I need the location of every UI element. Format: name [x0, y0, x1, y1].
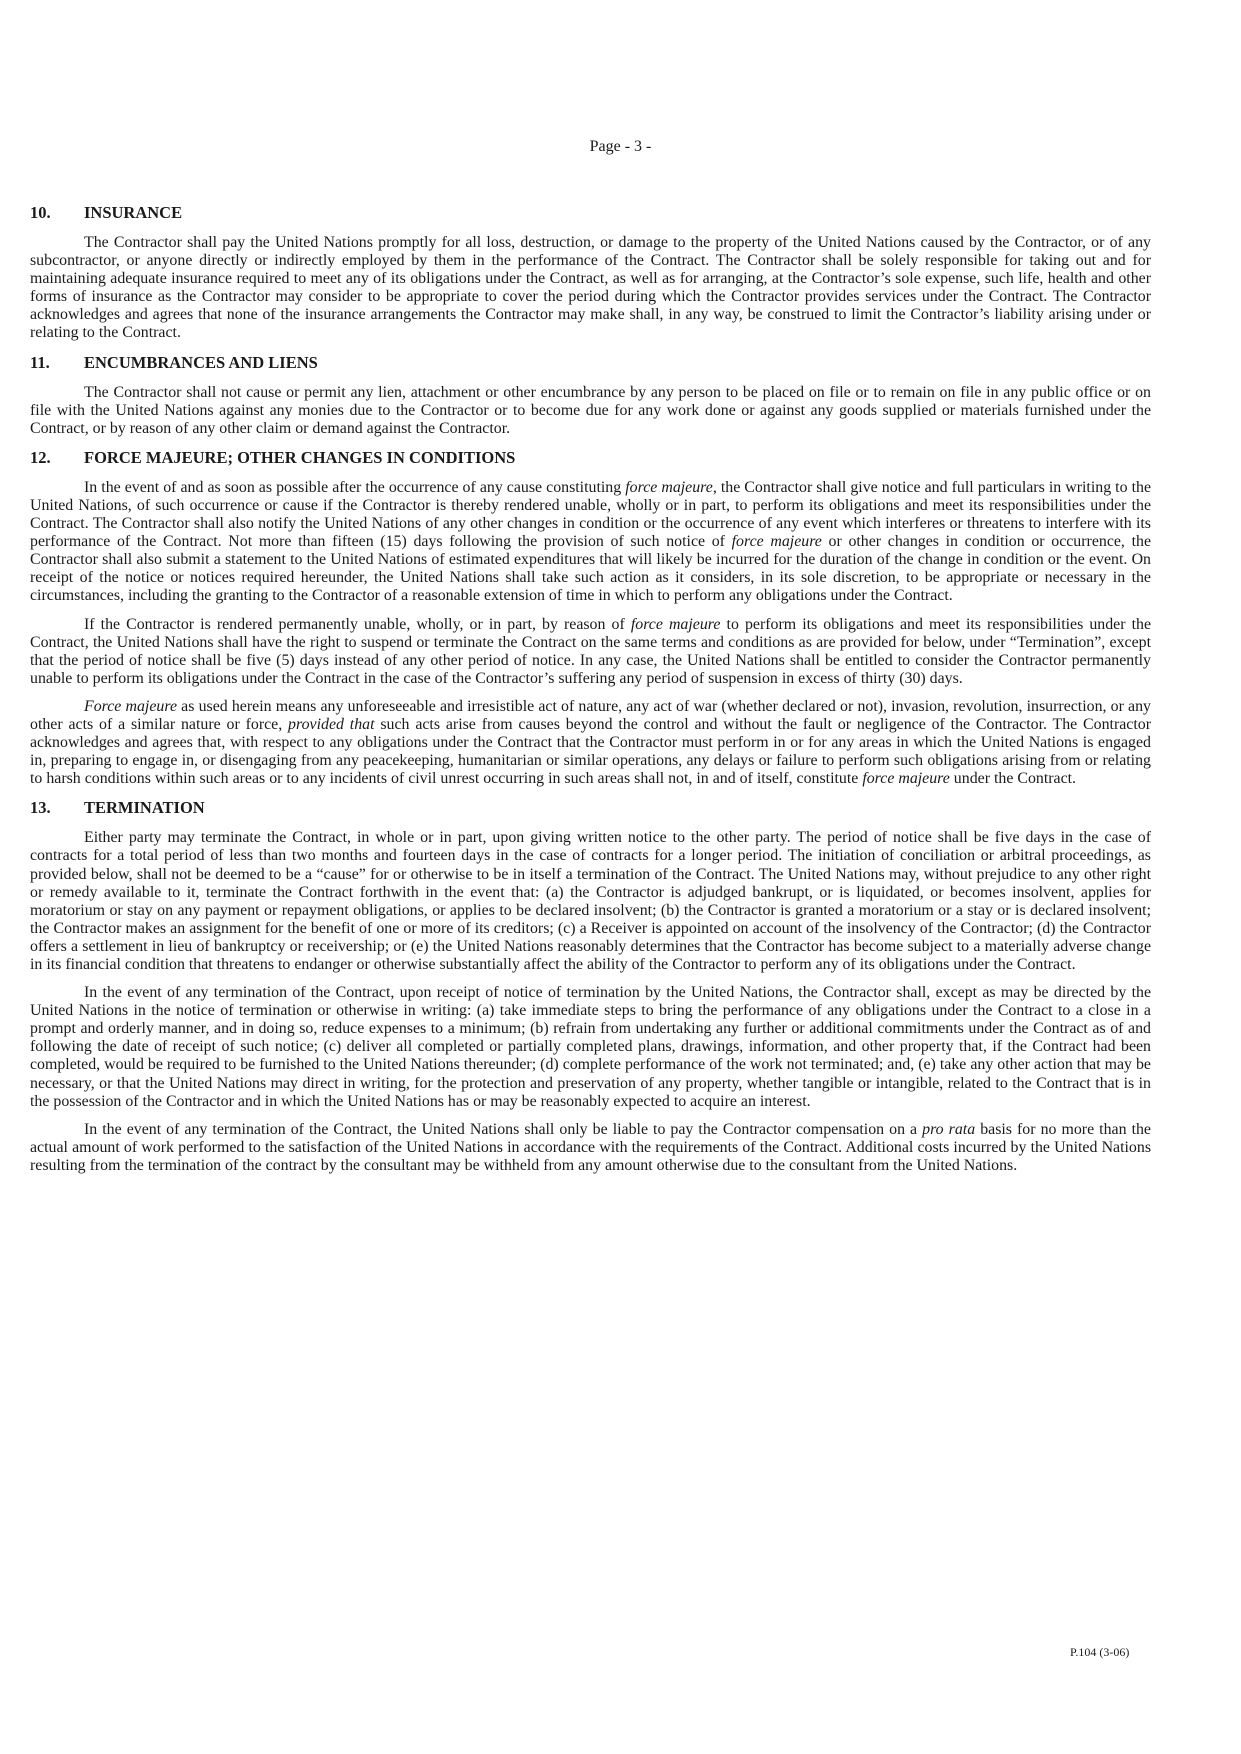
- section-title: ENCUMBRANCES AND LIENS: [84, 352, 318, 372]
- italic-text: provided that: [288, 715, 375, 733]
- italic-text: force majeure: [862, 770, 950, 788]
- text-run: Either party may terminate the Contract, in whole or in part, upon giving written notice to the other party. The period of notice shall be five days in the case of contracts for a total period of less than two months and fourteen days in the case of contracts for a longer period. The initiation of conciliation or arbitral proceedings, as provided below, shall not be deemed to be a “cause” for or otherwise to be in itself a termination of the Contract. The United Nations may, without prejudice to any other right or remedy available to it, terminate the Contract forthwith in the event that: (a) the Contractor is adjudged bankrupt, or is liquidated, or becomes insolvent, applies for moratorium or stay on any payment or repayment obligations, or applies to be declared insolvent; (b) the Contractor is granted a moratorium or a stay or is declared insolvent; the Contractor makes an assignment for the benefit of one or more of its creditors; (c) a Receiver is appointed on account of the insolvency of the Contractor; (d) the Contractor offers a settlement in lieu of bankruptcy or receivership; or (e) the United Nations reasonably determines that the Contractor has become subject to a materially adverse change in its financial condition that threatens to endanger or otherwise substantially affect the ability of the Contractor to perform any of its obligations under the Contract.: [30, 829, 1151, 973]
- text-run: If the Contractor is rendered permanently unable, wholly, or in part, by reason of: [84, 615, 631, 633]
- form-code: P.104 (3-06): [1070, 1645, 1130, 1659]
- paragraph: [30, 984, 1151, 1111]
- paragraph: [30, 234, 1151, 343]
- section-heading: [30, 448, 1151, 468]
- text-run: to perform its obligations and meet its responsibilities under the Contract, the United Nations shall have the right to suspend or terminate the Contract on the same terms and conditions as are provided for below, under “Termination”, except that the period of notice shall be five (5) days instead of any other period of notice. In any case, the United Nations shall be entitled to consider the Contractor permanently unable to perform its obligations under the Contract in the case of the Contractor’s suffering any period of suspension in excess of thirty (30) days.: [30, 615, 1151, 687]
- page-number: Page - 3 -: [589, 138, 652, 155]
- section-title: FORCE MAJEURE; OTHER CHANGES IN CONDITIONS: [84, 447, 516, 467]
- italic-text: force majeure: [630, 615, 721, 633]
- text-run: In the event of any termination of the Contract, upon receipt of notice of termination by the United Nations, the Contractor shall, except as may be directed by the United Nations in the notice of termination or otherwise in writing: (a) take immediate steps to bring the performance of any obligations under the Contract to a close in a prompt and orderly manner, and in doing so, reduce expenses to a minimum; (b) refrain from undertaking any further or additional commitments under the Contract as of and following the date of receipt of such notice; (c) deliver all completed or partially completed plans, drawings, information, and other property that, if the Contract had been completed, would be required to be furnished to the United Nations thereunder; (d) complete performance of the work not terminated; and, (e) take any other action that may be necessary, or that the United Nations may direct in writing, for the protection and preservation of any property, whether tangible or intangible, related to the Contract that is in the possession of the Contractor and in which the United Nations has or may be reasonably expected to acquire an interest.: [30, 984, 1151, 1110]
- section-heading: [30, 203, 1151, 223]
- document-body: [30, 203, 1151, 1185]
- italic-text: force majeure: [731, 533, 822, 551]
- paragraph: [30, 479, 1151, 606]
- text-run: In the event of and as soon as possible after the occurrence of any cause constituting: [84, 478, 626, 496]
- text-run: The Contractor shall not cause or permit any lien, attachment or other encumbrance by any person to be placed on file or to remain on file in any public office or on file with the United Nations against any monies due to the Contractor or to become due for any work done or against any goods supplied or materials furnished under the Contract, or by reason of any other claim or demand against the Contractor.: [30, 383, 1151, 437]
- section-number: 10.: [30, 203, 51, 222]
- section-title: INSURANCE: [84, 203, 183, 222]
- text-run: such acts arise from causes beyond the control and without the fault or negligence of the Contractor. The Contractor acknowledges and agrees that, with respect to any obligations under the Contract that the Contractor must perform in or for any areas in which the United Nations is engaged in, preparing to engage in, or disengaging from any peacekeeping, humanitarian or similar operations, any delays or failure to perform such obligations arising from or relating to harsh conditions within such areas or to any incidents of civil unrest occurring in such areas shall not, in and of itself, constitute: [30, 715, 1152, 788]
- text-run: The Contractor shall pay the United Nations promptly for all loss, destruction, or damage to the property of the United Nations caused by the Contractor, or of any subcontractor, or anyone directly or indirectly employed by them in the performance of the Contract. The Contractor shall be solely responsible for taking out and for maintaining adequate insurance required to meet any of its obligations under the Contract, as well as for arranging, at the Contractor’s sole expense, such life, health and other forms of insurance as the Contractor may consider to be appropriate to cover the period during which the Contractor provides services under the Contract. The Contractor acknowledges and agrees that none of the insurance arrangements the Contractor may make shall, in any way, be construed to limit the Contractor’s liability arising under or relating to the Contract.: [30, 234, 1151, 342]
- paragraph: [30, 829, 1151, 974]
- section-number: 13.: [30, 798, 51, 818]
- paragraph: [30, 384, 1151, 438]
- section-heading: [30, 353, 1151, 373]
- text-run: basis for no more than the actual amount of work performed to the satisfaction of the United Nations in accordance with the requirements of the Contract. Additional costs incurred by the United Nations resulting from the termination of the contract by the consultant may be withheld from any amount otherwise due to the consultant from the United Nations.: [30, 1120, 1151, 1174]
- paragraph: [30, 1121, 1151, 1175]
- section-heading: [30, 798, 1151, 818]
- paragraph: [30, 698, 1151, 788]
- text-run: In the event of any termination of the Contract, the United Nations shall only be liable to pay the Contractor compensation on a: [84, 1120, 923, 1138]
- section: [30, 798, 1151, 1175]
- section: [30, 448, 1151, 789]
- text-run: as used herein means any unforeseeable and irresistible act of nature, any act of war (whether declared or not), invasion, revolution, insurrection, or any other acts of a similar nature or force,: [30, 697, 1151, 733]
- section-number: 11.: [30, 352, 50, 372]
- italic-text: Force majeure: [84, 697, 177, 715]
- text-run: under the Contract.: [949, 770, 1077, 788]
- section: [30, 203, 1151, 343]
- italic-text: pro rata: [922, 1120, 976, 1138]
- text-run: , the Contractor shall give notice and full particulars in writing to the United Nations, of such occurrence or cause if the Contractor is thereby rendered unable, wholly or in part, to perform its obligations and meet its responsibilities under the Contract. The Contractor shall also notify the United Nations of any other changes in condition or the occurrence of any event which interferes or threatens to interfere with its performance of the Contract. Not more than fifteen (15) days following the provision of such notice of: [30, 478, 1151, 551]
- section-title: TERMINATION: [84, 798, 205, 818]
- section-number: 12.: [30, 447, 51, 467]
- italic-text: force majeure: [625, 478, 713, 496]
- section: [30, 353, 1151, 438]
- paragraph: [30, 616, 1151, 688]
- text-run: or other changes in condition or occurrence, the Contractor shall also submit a statement to the United Nations of estimated expenditures that will likely be incurred for the duration of the change in condition or the event. On receipt of the notice or notices required hereunder, the United Nations shall take such action as it considers, in its sole discretion, to be appropriate or necessary in the circumstances, including the granting to the Contractor of a reasonable extension of time in which to perform any obligations under the Contract.: [30, 533, 1151, 605]
